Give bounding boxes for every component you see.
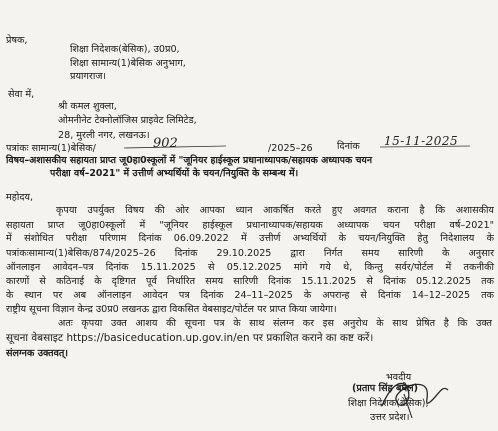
closing: भवदीय (386, 372, 412, 383)
date-underline (378, 144, 472, 150)
body-line-4: पत्रांकःसामान्य(1)बेसिक/874/2025–26 दिनांक 29.10.2025 द्वारा निर्गत समय सारिणी के अनुसार (6, 248, 494, 259)
reference-underline (122, 144, 228, 150)
body-line-6: कारणों से कठिनाई के दृष्टिगत पूर्व निर्धारित समय सारिणी दिनांक 15.11.2025 से दिनांक 05.12.2025 तक (6, 276, 494, 287)
recipient-line-3: 28, मुरली नगर, लखनऊ। (58, 130, 150, 141)
body-line-1: कृपया उपर्युक्त विषय की ओर आपका ध्यान आकर्षित करते हुए अवगत कराना है कि अशासकीय (56, 205, 494, 216)
body-line-7: के स्थान पर अब ऑनलाइन आवेदन पत्र दिनांक 24–11–2025 के अपरान्ह से दिनांक 14–12–2025 तक (6, 290, 494, 301)
sender-line-2: शिक्षा सामान्य(1)बेसिक अनुभाग, (70, 58, 186, 69)
sender-label: प्रेषक, (6, 35, 28, 46)
subject-line-2: परीक्षा वर्ष–2021" में उत्तीर्ण अभ्यर्थियों के चयन/नियुक्ति के सम्बन्ध में। (50, 168, 299, 179)
reference-number: 902 (153, 136, 178, 151)
signature-state: उत्तर प्रदेश। (370, 412, 410, 423)
recipient-line-2: ओमनीनेट टेक्नोलॉजिस प्राइवेट लिमिटेड, (58, 115, 197, 126)
reference-date-label: दिनांक (337, 141, 360, 152)
body-line-5: ऑनलाइन आवेदन–पत्र दिनांक 15.11.2025 से 05.12.2025 मांगे गये थे, किन्तु सर्वर/पोर्टल में तकनीकी (6, 262, 494, 273)
body-line-10: सूचना वेबसाइट https://basiceducation.up.gov.in/en पर प्रकाशित कराने का कष्ट करें। (6, 332, 374, 344)
sender-line-3: प्रयागराज। (70, 71, 107, 82)
reference-prefix: पत्रांकः सामान्य(1)बेसिक/ (6, 143, 96, 154)
body-line-2: सहायता प्राप्त जू0हा0स्कूलों में "जूनियर हाईस्कूल प्रधानाध्यापक/सहायक अध्यापक चयन परीक्षा वर्ष–2021" (6, 220, 494, 231)
signature-name: (प्रताप सिंह बघेल) (352, 383, 419, 394)
body-line-8: राष्ट्रीय सूचना विज्ञान केन्द्र उ0प्र0 लखनऊ द्वारा विकसित वेबसाइट/पोर्टल पर प्राप्त किया जायेगा। (6, 304, 337, 315)
recipient-line-1: श्री कमल शुक्ला, (58, 101, 117, 112)
sender-line-1: शिक्षा निदेशक(बेसिक), उ0प्र0, (70, 44, 180, 55)
salutation: महोदय, (6, 192, 34, 203)
reference-year: /2025–26 (268, 143, 313, 154)
subject-line-1: विषय–अशासकीय सहायता प्राप्त जू0हा0स्कूलों में "जूनियर हाईस्कूल प्रधानाध्यापक/सहायक अध्यापक चयन (6, 155, 373, 166)
body-line-3: में संशोधित परीक्षा परिणाम दिनांक 06.09.2022 में उत्तीर्ण अभ्यर्थियों के चयन/नियुक्ति हेतु निदेशालय के (6, 233, 494, 244)
recipient-label: सेवा में, (8, 89, 35, 100)
body-line-9: अतः कृपया उक्त आशय की सूचना पत्र के साथ संलग्न कर इस अनुरोध के साथ प्रेषित है कि उक्त (58, 318, 492, 329)
signature-designation: शिक्षा निदेशक(बेसिक), (348, 398, 429, 409)
enclosure: संलग्नक उक्तवत्। (6, 348, 69, 359)
reference-date: 15-11-2025 (384, 134, 459, 148)
